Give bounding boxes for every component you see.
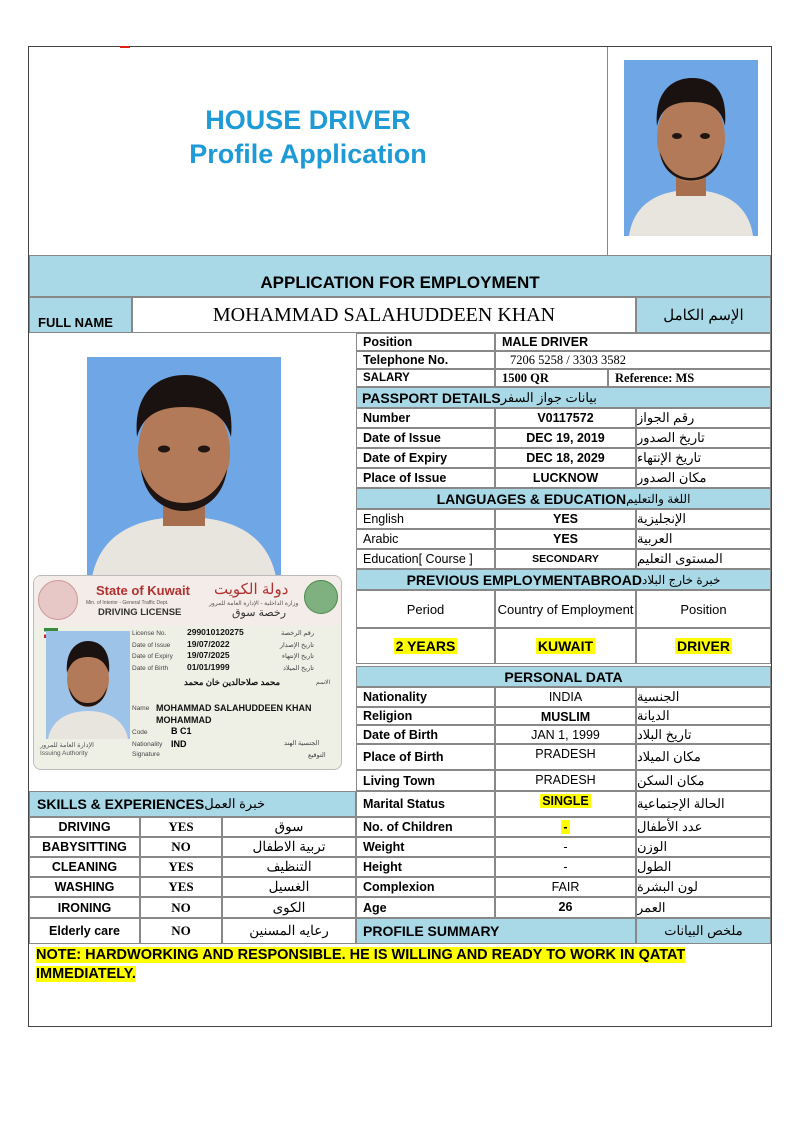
skill-row-label: CLEANING xyxy=(29,857,140,877)
license-arabic-labels xyxy=(264,628,314,674)
license-name-line2: MOHAMMAD xyxy=(156,715,212,725)
skill-row-label: BABYSITTING xyxy=(29,837,140,857)
passport-header-ar: بيانات جواز السفر xyxy=(500,389,597,405)
license-birth-label: Date of Birth xyxy=(132,664,169,672)
position-value: MALE DRIVER xyxy=(495,333,771,351)
license-birth-value: 01/01/1999 xyxy=(187,661,230,672)
personal-row-value-text: - xyxy=(563,820,568,834)
salary-value: 1500 QR xyxy=(495,369,608,387)
personal-row-value-text: PRADESH xyxy=(535,747,596,761)
personal-row-value-text: PRADESH xyxy=(535,773,596,787)
personal-row-value xyxy=(495,817,636,837)
skill-row-value: YES xyxy=(140,877,222,897)
personal-row-label: Place of Birth xyxy=(356,744,495,770)
license-no-value: 299010120275 xyxy=(187,627,244,637)
skills-header-ar: خبرة العمل xyxy=(204,796,266,811)
license-code-label: Code xyxy=(132,729,148,736)
skill-row-value: YES xyxy=(140,857,222,877)
salary-label: SALARY xyxy=(356,369,495,387)
language-row-value: SECONDARY xyxy=(495,549,636,569)
position-label: Position xyxy=(356,333,495,351)
person-icon xyxy=(624,60,758,236)
col-country: Country of Employment xyxy=(495,590,636,628)
license-no-label: License No. xyxy=(132,630,167,637)
person-icon xyxy=(87,357,281,577)
skill-row-ar: الكوى xyxy=(222,897,356,918)
previous-employment-ar: خبرة خارج البلاد xyxy=(642,572,721,587)
languages-header-label: LANGUAGES & EDUCATION xyxy=(436,490,627,507)
personal-row-ar: مكان الميلاد xyxy=(636,744,771,770)
license-nationality-label: Nationality xyxy=(132,741,163,748)
personal-row-label: Age xyxy=(356,897,495,918)
language-row-value: YES xyxy=(495,509,636,529)
profile-summary-ar: ملخص البيانات xyxy=(636,918,771,944)
profile-note-text: NOTE: HARDWORKING AND RESPONSIBLE. HE IS WILLING AND READY TO WORK IN QATAT IMMEDIATELY. xyxy=(36,947,686,982)
skill-row-value: NO xyxy=(140,897,222,918)
skill-row-ar: التنظيف xyxy=(222,857,356,877)
portrait-photo-small xyxy=(624,60,758,236)
country-value: KUWAIT xyxy=(537,638,594,654)
skill-row-ar: الغسيل xyxy=(222,877,356,897)
personal-row-value-text: - xyxy=(563,860,568,874)
license-no-ar: رقم الرخصة xyxy=(281,630,314,637)
passport-row-label: Place of Issue xyxy=(356,468,495,488)
passport-row-ar: رقم الجواز xyxy=(636,408,771,428)
full-name-value: MOHAMMAD SALAHUDDEEN KHAN xyxy=(132,297,636,333)
passport-row-label: Date of Expiry xyxy=(356,448,495,468)
personal-row-ar: العمر xyxy=(636,897,771,918)
passport-row-ar: مكان الصدور xyxy=(636,468,771,488)
personal-row-value-text: 26 xyxy=(558,900,573,914)
license-authority-ar: الإدارة العامة للمرور xyxy=(40,742,94,749)
personal-row-value xyxy=(495,744,636,770)
skill-row-label: IRONING xyxy=(29,897,140,918)
personal-row-value xyxy=(495,707,636,725)
skill-row-value: NO xyxy=(140,837,222,857)
license-state-en: State of Kuwait xyxy=(96,583,190,598)
passport-row-value: V0117572 xyxy=(495,408,636,428)
personal-row-label: Weight xyxy=(356,837,495,857)
previous-employment-header xyxy=(356,569,771,590)
position-value-cell xyxy=(636,628,771,664)
title-line1: HOUSE DRIVER xyxy=(205,105,411,135)
skill-row-value: NO xyxy=(140,918,222,944)
passport-row-label: Date of Issue xyxy=(356,428,495,448)
languages-header xyxy=(356,488,771,509)
license-issue-label: Date of Issue xyxy=(132,641,171,649)
language-row-label: Education[ Course ] xyxy=(356,549,495,569)
license-nationality-ar: الجنسية الهند xyxy=(284,740,320,747)
license-expiry-label: Date of Expiry xyxy=(132,653,173,660)
person-icon xyxy=(46,631,130,739)
telephone-label: Telephone No. xyxy=(356,351,495,369)
license-name-ar-label: الاسم xyxy=(316,680,331,686)
personal-row-label: Height xyxy=(356,857,495,877)
personal-row-value xyxy=(495,770,636,791)
license-ministry: Min. of Interior - General Traffic Dept. xyxy=(86,600,169,606)
license-authority: Issuing Authority xyxy=(40,750,88,757)
passport-row-value: LUCKNOW xyxy=(495,468,636,488)
language-row-label: English xyxy=(356,509,495,529)
license-values-col xyxy=(187,627,244,673)
passport-row-ar: تاريخ الإنتهاء xyxy=(636,448,771,468)
skill-row-value: YES xyxy=(140,817,222,837)
personal-row-ar: الطول xyxy=(636,857,771,877)
personal-row-value xyxy=(495,725,636,744)
reference-value: Reference: MS xyxy=(608,369,771,387)
personal-row-value xyxy=(495,687,636,707)
license-issue-ar: تاريخ الإصدار xyxy=(279,641,314,649)
passport-row-value: DEC 18, 2029 xyxy=(495,448,636,468)
personal-row-label: Date of Birth xyxy=(356,725,495,744)
personal-row-value xyxy=(495,857,636,877)
license-state-ar: دولة الكويت xyxy=(214,581,289,598)
personal-row-ar: الحالة الإجتماعية xyxy=(636,791,771,817)
license-labels-col xyxy=(132,628,173,674)
period-value: 2 YEARS xyxy=(395,638,456,654)
employment-banner: APPLICATION FOR EMPLOYMENT xyxy=(29,255,771,297)
full-name-arabic: الإسم الكامل xyxy=(636,297,771,333)
license-name-label: Name xyxy=(132,705,150,712)
license-title-ar: رخصة سوق xyxy=(232,607,287,619)
language-row-ar: العربية xyxy=(636,529,771,549)
license-signature-label: Signature xyxy=(132,751,160,758)
license-photo xyxy=(46,631,130,739)
personal-row-value xyxy=(495,897,636,918)
previous-employment-label: PREVIOUS EMPLOYMENTABROAD xyxy=(406,571,643,588)
license-signature-ar: التوقيع xyxy=(308,752,326,759)
profile-summary-header: PROFILE SUMMARY xyxy=(356,918,636,944)
language-row-ar: الإنجليزية xyxy=(636,509,771,529)
language-row-value: YES xyxy=(495,529,636,549)
personal-data-header: PERSONAL DATA xyxy=(356,666,771,687)
personal-row-ar: عدد الأطفال xyxy=(636,817,771,837)
license-name-ar: محمد صلاحالدين خان محمد xyxy=(184,677,281,687)
personal-row-value-text: FAIR xyxy=(551,880,580,894)
skill-row-ar: سوق xyxy=(222,817,356,837)
driving-license-card xyxy=(33,575,342,770)
gcc-emblem-icon xyxy=(304,580,338,614)
col-period: Period xyxy=(356,590,495,628)
personal-row-ar: مكان السكن xyxy=(636,770,771,791)
skill-row-ar: تربية الاطفال xyxy=(222,837,356,857)
passport-header xyxy=(356,387,771,408)
license-ministry-ar: وزارة الداخلية - الإدارة العامة للمرور xyxy=(209,601,299,607)
col-position: Position xyxy=(636,590,771,628)
personal-row-label: Complexion xyxy=(356,877,495,897)
passport-header-label: PASSPORT DETAILS xyxy=(362,389,501,406)
profile-note xyxy=(36,946,766,984)
license-birth-ar: تاريخ الميلاد xyxy=(282,664,314,672)
full-name-label: FULL NAME xyxy=(29,297,132,333)
skill-row-label: DRIVING xyxy=(29,817,140,837)
license-name-line1: MOHAMMAD SALAHUDDEEN KHAN xyxy=(156,703,312,713)
period-value-cell xyxy=(356,628,495,664)
passport-row-label: Number xyxy=(356,408,495,428)
language-row-label: Arabic xyxy=(356,529,495,549)
personal-row-value-text: MUSLIM xyxy=(540,710,591,724)
personal-row-value xyxy=(495,877,636,897)
country-value-cell xyxy=(495,628,636,664)
telephone-value: 7206 5258 / 3303 3582 xyxy=(495,351,771,369)
personal-row-label: Religion xyxy=(356,707,495,725)
languages-header-ar: اللغة والتعليم xyxy=(626,491,691,506)
personal-row-ar: لون البشرة xyxy=(636,877,771,897)
personal-row-value xyxy=(495,837,636,857)
license-code-value: B C1 xyxy=(171,726,192,736)
license-expiry-ar: تاريخ الإنتهاء xyxy=(281,653,314,660)
personal-row-value-text: - xyxy=(563,840,568,854)
personal-row-label: Marital Status xyxy=(356,791,495,817)
license-nationality-value: IND xyxy=(171,739,187,749)
skills-header-label: SKILLS & EXPERIENCES xyxy=(37,796,205,812)
license-expiry-value: 19/07/2025 xyxy=(187,650,230,660)
personal-row-value-text: SINGLE xyxy=(542,794,589,808)
skill-row-label: Elderly care xyxy=(29,918,140,944)
personal-row-ar: الديانة xyxy=(636,707,771,725)
personal-row-label: Nationality xyxy=(356,687,495,707)
personal-row-value-text: INDIA xyxy=(548,690,583,704)
title-block xyxy=(28,47,608,255)
prev-position-value: DRIVER xyxy=(677,638,730,654)
personal-row-ar: الجنسية xyxy=(636,687,771,707)
portrait-photo-large xyxy=(87,357,281,577)
skill-row-label: WASHING xyxy=(29,877,140,897)
license-name-block xyxy=(156,702,312,726)
license-title: DRIVING LICENSE xyxy=(98,607,182,618)
personal-row-label: No. of Children xyxy=(356,817,495,837)
passport-row-ar: تاريخ الصدور xyxy=(636,428,771,448)
personal-row-ar: الوزن xyxy=(636,837,771,857)
skill-row-ar: رعايه المسنين xyxy=(222,918,356,944)
license-issue-value: 19/07/2022 xyxy=(187,638,230,649)
title-line2: Profile Application xyxy=(189,139,427,169)
passport-row-value: DEC 19, 2019 xyxy=(495,428,636,448)
language-row-ar: المستوى التعليم xyxy=(636,549,771,569)
personal-row-value-text: JAN 1, 1999 xyxy=(531,728,600,742)
personal-row-ar: تاريخ البلاد xyxy=(636,725,771,744)
personal-row-label: Living Town xyxy=(356,770,495,791)
skills-header xyxy=(29,791,356,817)
kuwait-emblem-icon xyxy=(38,580,78,620)
personal-row-value xyxy=(495,791,636,817)
